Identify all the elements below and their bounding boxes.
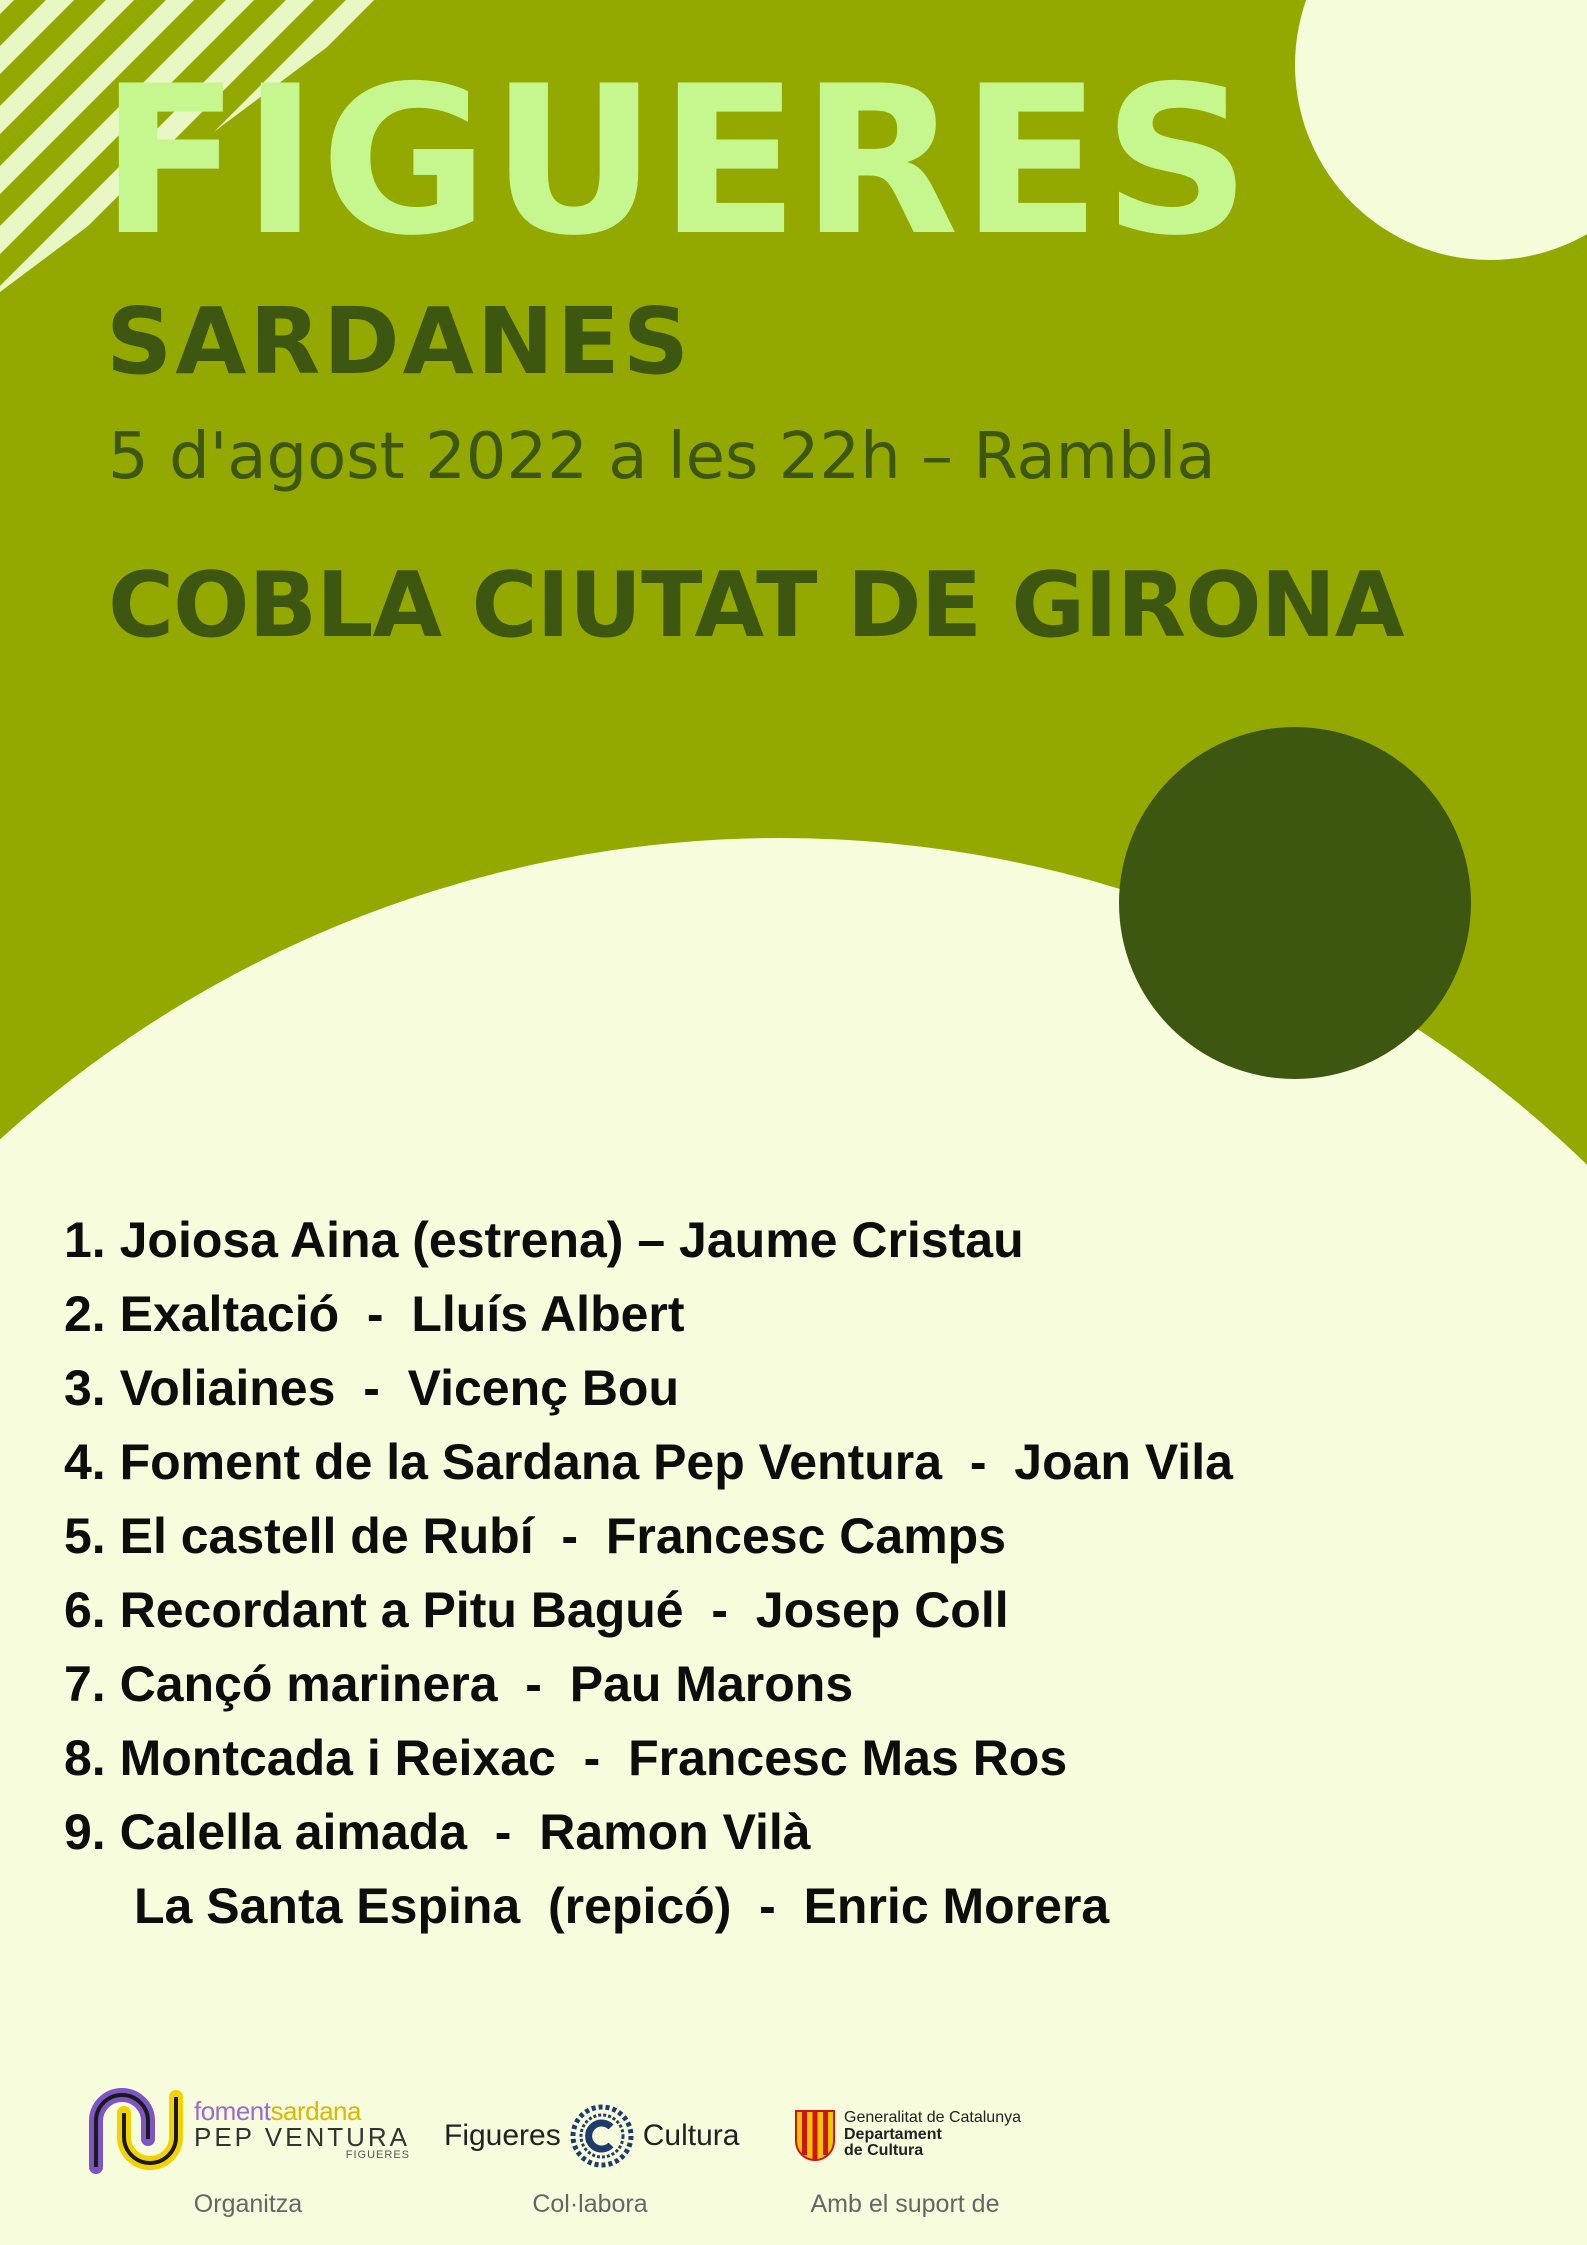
city-title: FIGUERES — [100, 43, 1253, 281]
foment-sardana-mark-icon — [84, 2083, 186, 2175]
date-location: 5 d'agost 2022 a les 22h – Rambla — [108, 420, 1216, 494]
event-title: SARDANES — [106, 288, 692, 395]
program-item-9: 9. Calella aimada - Ramon Vilà — [64, 1804, 811, 1860]
cultura-word: Cultura — [642, 2119, 740, 2152]
generalitat-logo — [794, 2109, 1021, 2161]
catalonia-shield-icon — [794, 2109, 836, 2161]
figueres-cultura-logo — [444, 2103, 739, 2169]
dark-green-circle-decoration — [1119, 727, 1471, 1079]
program-item-2: 2. Exaltació - Lluís Albert — [64, 1286, 685, 1342]
departament-text: Departament — [844, 2125, 942, 2143]
de-cultura-text: de Cultura — [844, 2142, 924, 2160]
program-item-7: 7. Cançó marinera - Pau Marons — [64, 1656, 854, 1712]
program-item-3: 3. Voliaines - Vicenç Bou — [64, 1360, 680, 1416]
cultura-c-icon — [569, 2103, 635, 2169]
suport-caption: Amb el suport de — [810, 2190, 1000, 2218]
foment-word: foment — [194, 2095, 271, 2126]
program-list — [64, 1203, 1233, 1943]
figueres-word: Figueres — [444, 2119, 561, 2152]
collabora-caption: Col·labora — [532, 2190, 648, 2218]
sponsor-logos — [0, 2075, 1587, 2245]
organitza-caption: Organitza — [193, 2190, 303, 2218]
generalitat-text: Generalitat de Catalunya — [844, 2108, 1021, 2126]
program-item-5: 5. El castell de Rubí - Francesc Camps — [64, 1508, 1007, 1564]
program-item-8: 8. Montcada i Reixac - Francesc Mas Ros — [64, 1730, 1068, 1786]
program-item-6: 6. Recordant a Pitu Bagué - Josep Coll — [64, 1582, 1009, 1638]
figueres-small-text: FIGUERES — [345, 2148, 411, 2161]
program-item-repico: La Santa Espina (repicó) - Enric Morera — [134, 1878, 1110, 1934]
pep-ventura-text: PEP VENTURA — [194, 2121, 411, 2152]
program-item-1: 1. Joiosa Aina (estrena) – Jaume Cristau — [64, 1212, 1024, 1268]
top-right-circle-decoration — [1295, 0, 1587, 260]
band-name: COBLA CIUTAT DE GIRONA — [108, 553, 1404, 658]
foment-sardana-logo — [84, 2083, 410, 2175]
program-item-4: 4. Foment de la Sardana Pep Ventura - Joan Vila — [64, 1434, 1233, 1490]
sardana-word: sardana — [270, 2095, 361, 2126]
